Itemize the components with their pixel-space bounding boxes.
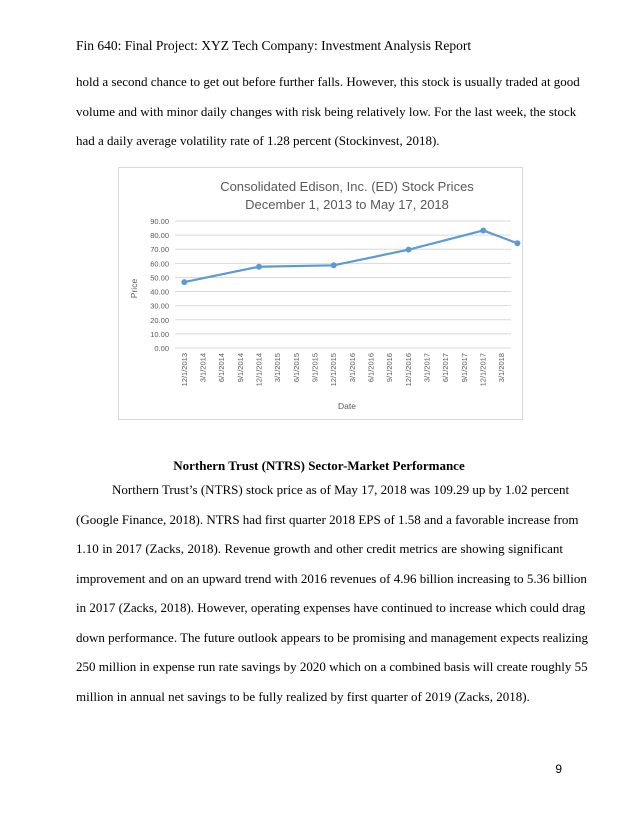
- data-point: [406, 247, 412, 253]
- chart-title-line: Consolidated Edison, Inc. (ED) Stock Prices: [220, 179, 474, 194]
- y-tick-label: 30.00: [150, 301, 169, 311]
- stock-price-chart: [118, 167, 523, 420]
- x-tick-label: 6/1/2017: [441, 353, 451, 383]
- data-point: [331, 262, 337, 268]
- x-tick-label: 3/1/2016: [347, 353, 357, 383]
- paragraph-line: had a daily average volatility rate of 1.28 percent (Stockinvest, 2018).: [76, 133, 440, 148]
- y-tick-label: 50.00: [150, 273, 169, 283]
- x-tick-label: 9/1/2014: [235, 353, 245, 383]
- paragraph-line: volume and with minor daily changes with risk being relatively low. For the last week, the stock: [76, 103, 577, 119]
- y-tick-label: 70.00: [150, 245, 169, 255]
- data-point: [256, 264, 262, 270]
- y-tick-label: 20.00: [150, 315, 169, 325]
- chart-svg: [119, 168, 522, 419]
- x-tick-label: 3/1/2015: [273, 353, 283, 383]
- paragraph-line: in 2017 (Zacks, 2018). However, operating expenses have continued to increase which could drag: [76, 600, 586, 615]
- x-tick-label: 6/1/2014: [217, 353, 227, 383]
- paragraph-line: (Google Finance, 2018). NTRS had first quarter 2018 EPS of 1.58 and a favorable increase from: [76, 511, 579, 527]
- x-tick-label: 6/1/2015: [291, 353, 301, 383]
- document-header: Fin 640: Final Project: XYZ Tech Company: Investment Analysis Report: [76, 38, 472, 53]
- y-tick-label: 10.00: [150, 329, 169, 339]
- paragraph-line: improvement and on an upward trend with 2016 revenues of 4.96 billion increasing to 5.36 billion: [76, 570, 587, 586]
- paragraph-volatility: [76, 67, 580, 156]
- x-tick-label: 12/1/2017: [478, 353, 488, 387]
- y-tick-label: 40.00: [150, 287, 169, 297]
- paragraph-line: 1.10 in 2017 (Zacks, 2018). Revenue growth and other credit metrics are showing significant: [76, 541, 563, 556]
- paragraph-line: 250 million in expense run rate savings by 2020 which on a combined basis will create roughly 55: [76, 659, 588, 674]
- x-tick-label: 9/1/2017: [459, 353, 469, 383]
- y-axis-label: Price: [129, 278, 139, 299]
- y-tick-label: 80.00: [150, 231, 169, 241]
- x-tick-label: 12/1/2013: [179, 353, 189, 387]
- series-line: [184, 230, 517, 282]
- page-number: 9: [555, 762, 562, 776]
- x-tick-label: 12/1/2016: [403, 353, 413, 387]
- paragraph-line: hold a second chance to get out before further falls. However, this stock is usually traded at good: [76, 74, 580, 89]
- y-tick-label: 90.00: [150, 217, 169, 226]
- paragraph-line: million in annual net savings to be fully realized by first quarter of 2019 (Zacks, 2018).: [76, 688, 530, 704]
- paragraph-line: down performance. The future outlook appears to be promising and management expects realizing: [76, 629, 589, 645]
- x-tick-label: 6/1/2016: [366, 353, 376, 383]
- x-tick-label: 12/1/2015: [329, 353, 339, 387]
- y-tick-label: 0.00: [154, 344, 169, 353]
- x-tick-label: 3/1/2017: [422, 353, 432, 383]
- x-axis-label: Date: [338, 401, 356, 411]
- x-tick-label: 3/1/2014: [198, 353, 208, 383]
- data-point: [181, 279, 187, 285]
- chart-title-line: December 1, 2013 to May 17, 2018: [245, 197, 449, 212]
- x-tick-label: 12/1/2014: [254, 353, 264, 387]
- x-tick-label: 9/1/2016: [385, 353, 395, 383]
- paragraph-ntrs: [76, 475, 589, 711]
- paragraph-line: Northern Trust’s (NTRS) stock price as of May 17, 2018 was 109.29 up by 1.02 percent: [112, 482, 570, 497]
- x-tick-label: 9/1/2015: [310, 353, 320, 383]
- data-point: [480, 227, 486, 233]
- y-tick-label: 60.00: [150, 259, 169, 269]
- data-point: [514, 240, 520, 246]
- section-heading: Northern Trust (NTRS) Sector-Market Performance: [173, 458, 465, 473]
- x-tick-label: 3/1/2018: [497, 353, 507, 383]
